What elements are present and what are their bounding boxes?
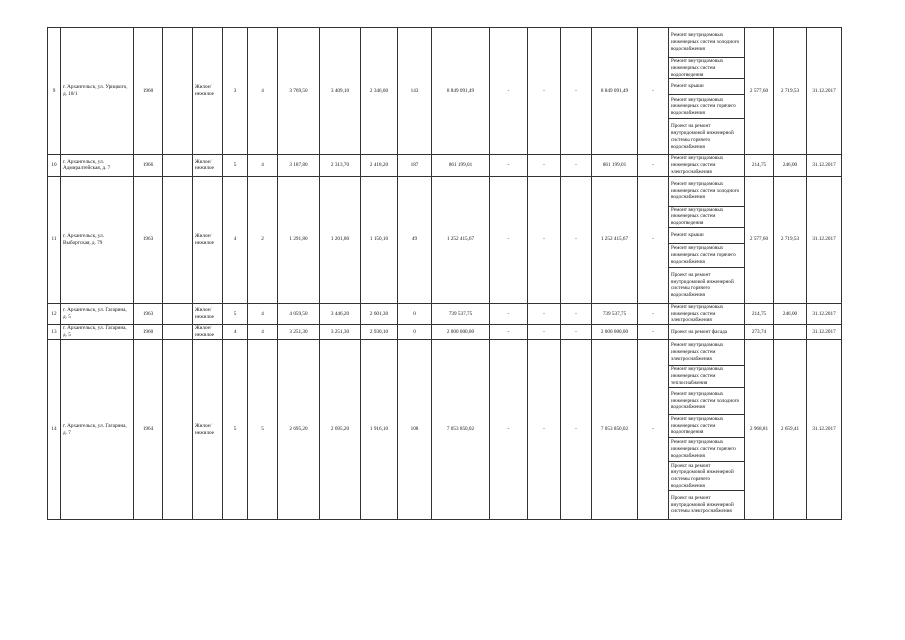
local-funds-cell: - [561, 176, 592, 303]
local-funds-cell: - [561, 155, 592, 176]
living-area-cell: 3 446,20 [320, 303, 361, 324]
regional-funds-cell: - [528, 176, 561, 303]
floors-cell: 5 [223, 155, 248, 176]
local-funds-cell: - [561, 325, 592, 340]
residents-cell: 0 [398, 325, 432, 340]
residential-area-cell: 2 346,00 [361, 28, 398, 155]
federal-funds-cell: - [490, 176, 528, 303]
row-number: 11 [48, 176, 61, 303]
table-row [48, 325, 842, 340]
empty-cell [163, 155, 193, 176]
work-type-cell: Проект на ремонт внутридомовой инженерной системы горячего водоснабжения [669, 462, 745, 491]
floors-cell: 5 [223, 303, 248, 324]
empty-cell [163, 303, 193, 324]
federal-funds-cell: - [490, 340, 528, 520]
federal-funds-cell: - [490, 325, 528, 340]
empty-cell [163, 325, 193, 340]
max-cost-cell: 246,00 [774, 303, 807, 324]
regional-funds-cell: - [528, 28, 561, 155]
entrances-cell: 5 [248, 340, 278, 520]
completion-date-cell: 31.12.2017 [807, 325, 842, 340]
other-funds-cell: - [638, 303, 669, 324]
address-cell: г. Архангельск, ул. Гагарина, д. 7 [61, 340, 134, 520]
use-type-cell: Жилое/ нежилое [193, 155, 223, 176]
address-cell: г. Архангельск, ул. Выборгская, д. 79 [61, 176, 134, 303]
residents-cell: 108 [398, 340, 432, 520]
other-funds-cell: - [638, 28, 669, 155]
owner-funds-cell: 739 537,75 [592, 303, 638, 324]
total-cost-cell: 7 053 850,02 [432, 340, 490, 520]
work-type-cell: Проект на ремонт внутридомовой инженерной системы горячего водоснабжения [669, 267, 745, 303]
living-area-cell: 1 201,80 [320, 176, 361, 303]
table-row [48, 155, 842, 176]
year-cell: 1963 [134, 176, 163, 303]
work-type-cell: Ремонт крыши [669, 227, 745, 243]
table-row [48, 176, 842, 206]
max-cost-cell: 246,00 [774, 155, 807, 176]
work-type-cell: Ремонт крыши [669, 79, 745, 95]
row-number: 10 [48, 155, 61, 176]
unit-cost-cell: 2 577,60 [745, 176, 774, 303]
work-type-cell: Ремонт внутридомовых инженерных систем теплоснабжения [669, 366, 745, 388]
year-cell: 1960 [134, 28, 163, 155]
residential-area-cell: 2 930,10 [361, 325, 398, 340]
work-type-cell: Ремонт внутридомовых инженерных систем холодного водоснабжения [669, 388, 745, 415]
federal-funds-cell: - [490, 303, 528, 324]
work-type-cell: Ремонт внутридомовых инженерных систем холодного водоснабжения [669, 28, 745, 58]
work-type-cell: Ремонт внутридомовых инженерных систем электроснабжения [669, 340, 745, 366]
work-type-cell: Ремонт внутридомовых инженерных систем водоотведения [669, 58, 745, 79]
completion-date-cell: 31.12.2017 [807, 155, 842, 176]
completion-date-cell: 31.12.2017 [807, 303, 842, 324]
entrances-cell: 2 [248, 176, 278, 303]
repair-register-table [47, 27, 842, 520]
work-type-cell: Проект на ремонт фасада [669, 325, 745, 340]
regional-funds-cell: - [528, 155, 561, 176]
total-cost-cell: 861 199,01 [432, 155, 490, 176]
local-funds-cell: - [561, 340, 592, 520]
work-type-cell: Ремонт внутридомовых инженерных систем водоотведения [669, 206, 745, 227]
other-funds-cell: - [638, 155, 669, 176]
completion-date-cell: 31.12.2017 [807, 176, 842, 303]
unit-cost-cell: 2 577,60 [745, 28, 774, 155]
row-number: 9 [48, 28, 61, 155]
work-type-cell: Ремонт внутридомовых инженерных систем горячего водоснабжения [669, 438, 745, 462]
regional-funds-cell: - [528, 303, 561, 324]
completion-date-cell: 31.12.2017 [807, 340, 842, 520]
owner-funds-cell: 7 053 850,02 [592, 340, 638, 520]
row-number: 13 [48, 325, 61, 340]
residential-area-cell: 2 601,30 [361, 303, 398, 324]
max-cost-cell [774, 325, 807, 340]
living-area-cell: 3 251,30 [320, 325, 361, 340]
work-type-cell: Проект на ремонт внутридомовой инженерной системы горячего водоснабжения [669, 119, 745, 155]
use-type-cell: Жилое/ нежилое [193, 303, 223, 324]
total-area-cell: 2 695,20 [278, 340, 320, 520]
unit-cost-cell: 2 968,81 [745, 340, 774, 520]
total-area-cell: 3 187,80 [278, 155, 320, 176]
address-cell: г. Архангельск, ул. Гагарина, д. 5 [61, 325, 134, 340]
residents-cell: 187 [398, 155, 432, 176]
empty-cell [163, 340, 193, 520]
work-type-cell: Ремонт внутридомовых инженерных систем водоотведения [669, 415, 745, 438]
residents-cell: 49 [398, 176, 432, 303]
use-type-cell: Жилое/ нежилое [193, 28, 223, 155]
work-type-cell: Ремонт внутридомовых инженерных систем горячего водоснабжения [669, 95, 745, 119]
work-type-cell: Ремонт внутридомовых инженерных систем электроснабжения [669, 303, 745, 324]
use-type-cell: Жилое/ нежилое [193, 325, 223, 340]
row-number: 12 [48, 303, 61, 324]
table-row [48, 28, 842, 58]
floors-cell: 3 [223, 28, 248, 155]
regional-funds-cell: - [528, 325, 561, 340]
total-cost-cell: 2 000 000,00 [432, 325, 490, 340]
total-cost-cell: 1 252 415,67 [432, 176, 490, 303]
address-cell: г. Архангельск, ул. Урицкого, д. 18/1 [61, 28, 134, 155]
empty-cell [163, 28, 193, 155]
entrances-cell: 4 [248, 155, 278, 176]
year-cell: 1963 [134, 303, 163, 324]
residential-area-cell: 2 418,20 [361, 155, 398, 176]
total-area-cell: 1 291,80 [278, 176, 320, 303]
empty-cell [163, 176, 193, 303]
federal-funds-cell: - [490, 155, 528, 176]
work-type-cell: Ремонт внутридомовых инженерных систем холодного водоснабжения [669, 176, 745, 206]
floors-cell: 4 [223, 325, 248, 340]
owner-funds-cell: 2 000 000,00 [592, 325, 638, 340]
max-cost-cell: 2 659,41 [774, 340, 807, 520]
total-area-cell: 3 769,50 [278, 28, 320, 155]
address-cell: г. Архангельск, ул. Гагарина, д. 5 [61, 303, 134, 324]
living-area-cell: 3 409,10 [320, 28, 361, 155]
total-cost-cell: 739 537,75 [432, 303, 490, 324]
federal-funds-cell: - [490, 28, 528, 155]
completion-date-cell: 31.12.2017 [807, 28, 842, 155]
owner-funds-cell: 8 849 091,49 [592, 28, 638, 155]
floors-cell: 5 [223, 340, 248, 520]
residential-area-cell: 1 150,10 [361, 176, 398, 303]
owner-funds-cell: 1 252 415,67 [592, 176, 638, 303]
local-funds-cell: - [561, 28, 592, 155]
other-funds-cell: - [638, 176, 669, 303]
floors-cell: 4 [223, 176, 248, 303]
year-cell: 1964 [134, 340, 163, 520]
unit-cost-cell: 273,74 [745, 325, 774, 340]
entrances-cell: 4 [248, 325, 278, 340]
max-cost-cell: 2 719,53 [774, 28, 807, 155]
work-type-cell: Ремонт внутридомовых инженерных систем электроснабжения [669, 155, 745, 176]
year-cell: 1966 [134, 155, 163, 176]
residents-cell: 0 [398, 303, 432, 324]
total-cost-cell: 8 849 091,49 [432, 28, 490, 155]
entrances-cell: 4 [248, 28, 278, 155]
total-area-cell: 3 251,30 [278, 325, 320, 340]
max-cost-cell: 2 719,53 [774, 176, 807, 303]
residential-area-cell: 1 916,10 [361, 340, 398, 520]
entrances-cell: 4 [248, 303, 278, 324]
other-funds-cell: - [638, 325, 669, 340]
living-area-cell: 2 313,70 [320, 155, 361, 176]
work-type-cell: Ремонт внутридомовых инженерных систем горячего водоснабжения [669, 243, 745, 267]
owner-funds-cell: 861 199,01 [592, 155, 638, 176]
living-area-cell: 2 695,20 [320, 340, 361, 520]
other-funds-cell: - [638, 340, 669, 520]
year-cell: 1960 [134, 325, 163, 340]
use-type-cell: Жилое/ нежилое [193, 176, 223, 303]
unit-cost-cell: 214,75 [745, 155, 774, 176]
local-funds-cell: - [561, 303, 592, 324]
row-number: 14 [48, 340, 61, 520]
table-row [48, 303, 842, 324]
total-area-cell: 4 059,50 [278, 303, 320, 324]
residents-cell: 143 [398, 28, 432, 155]
table-row [48, 340, 842, 366]
use-type-cell: Жилое/ нежилое [193, 340, 223, 520]
regional-funds-cell: - [528, 340, 561, 520]
work-type-cell: Проект на ремонт внутридомовой инженерной системы электроснабжения [669, 491, 745, 520]
unit-cost-cell: 214,75 [745, 303, 774, 324]
address-cell: г. Архангельск, ул. Адмиралтейская, д. 7 [61, 155, 134, 176]
